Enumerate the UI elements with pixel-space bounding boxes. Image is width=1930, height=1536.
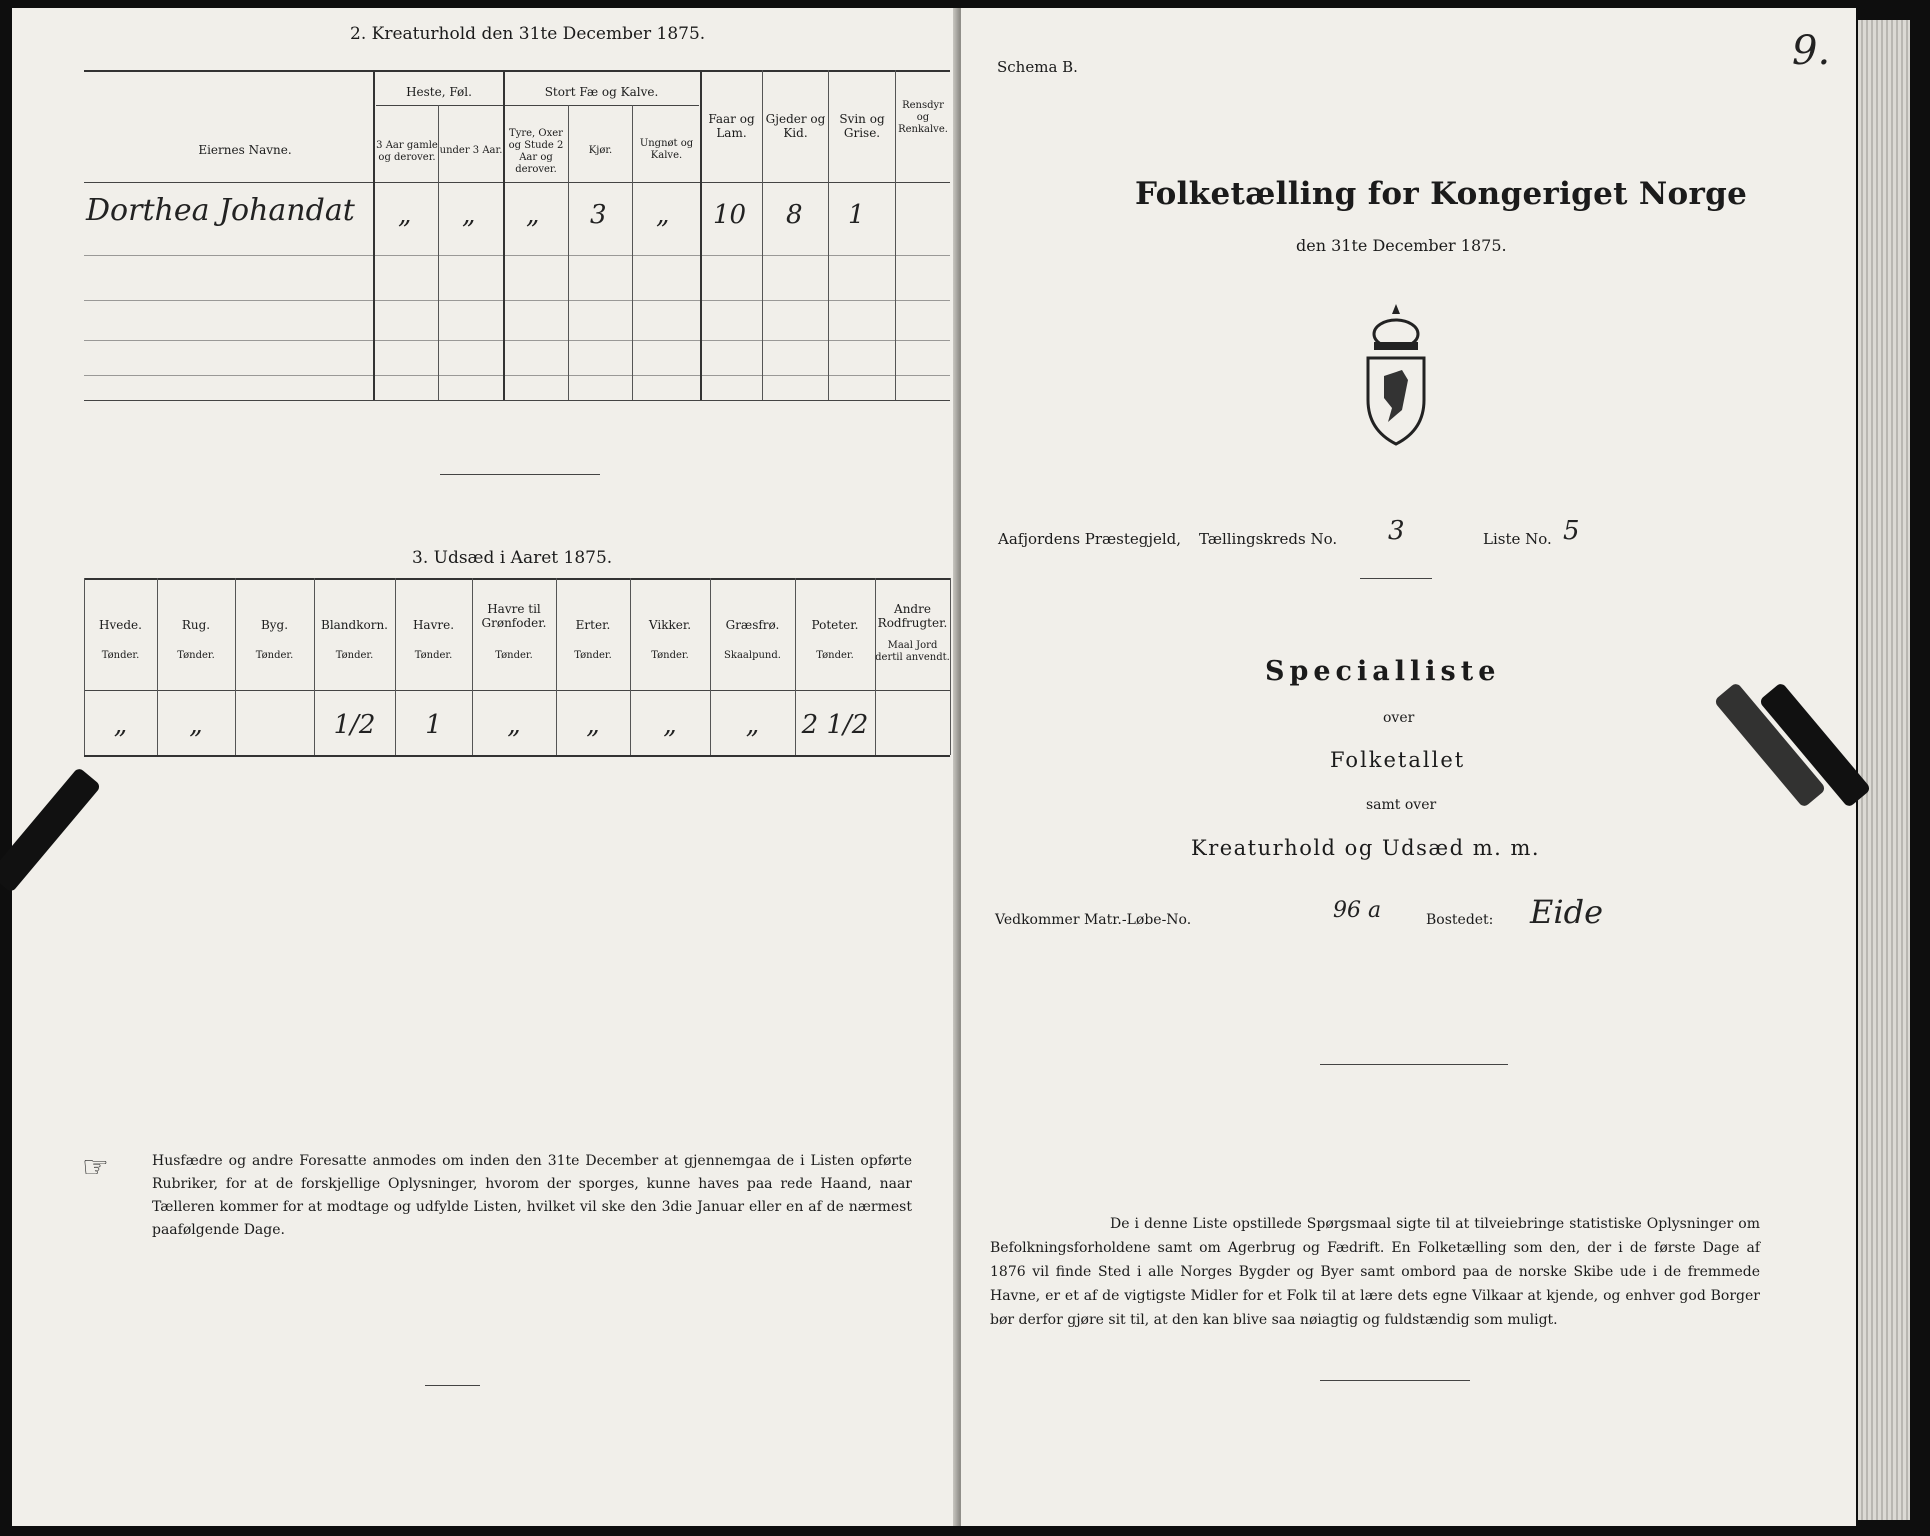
horses-young-header: under 3 Aar. [439,145,503,156]
sowing-header-name: Andre Rodfrugter. [877,602,948,630]
row-rule-4 [84,375,950,376]
sowing-value: „ [663,710,677,740]
sheep-header: Faar og Lam. [708,112,755,140]
schema-label: Schema B. [997,58,1078,76]
pointing-hand-icon: ☞ [82,1150,109,1185]
coat-of-arms-icon [1360,300,1432,450]
sowing-header-unit: Tønder. [177,650,215,661]
sowing-value: „ [586,710,600,740]
goats-value: 8 [786,200,803,230]
cows-header: Kjør. [588,145,613,156]
sowing-header-name: Poteter. [811,618,859,632]
list-label: Liste No. [1483,530,1552,548]
livestock-title: 2. Kreaturhold den 31te December 1875. [350,24,706,44]
list-value: 5 [1563,516,1580,546]
main-title: Folketælling for Kongeriget Norge [1135,176,1748,212]
sowing-value: „ [113,710,128,740]
notice-text: Husfædre og andre Foresatte anmodes om inden den 31te December at gjennemgaa de i Listen opførte Rubriker, for at de forskjellige Oplysninger, hvorom der sporges, kunne haves paa rede Haand, naar Tælleren kommer for at modtage og udfylde Listen, hvilket vil ske den 3die Januar eller en af de nærmest paafølgende Dage. [152,1153,912,1238]
row-rule-1 [84,255,950,256]
sowing-header-unit: Tønder. [101,650,140,661]
pigs-header: Svin og Grise. [839,112,885,140]
horses-old-header: 3 Aar gamle og derover. [376,140,438,163]
sowing-header-unit: Skaalpund. [724,650,781,661]
main-subtitle: den 31te December 1875. [1296,236,1507,255]
reindeer-header: Rensdyr og Renkalve. [898,100,948,135]
goats-header: Gjeder og Kid. [765,112,826,140]
sowing-header-name: Byg. [260,618,289,632]
rule-a [1360,578,1432,579]
sowing-header-name: Havre til Grønfoder. [481,602,547,630]
sowing-header-name: Græsfrø. [725,618,780,632]
sowing-header-unit: Tønder. [816,650,854,661]
sowing-value: „ [189,710,203,740]
row-rule-2 [84,300,950,301]
calves-value: „ [656,200,670,230]
sowing-header-unit: Maal Jord dertil anvendt. [875,640,950,663]
livestock-top-rule [84,70,950,72]
livestock-header-rule [84,182,950,183]
parish-label: Aafjordens Præstegjeld, [998,530,1182,548]
sowing-header-unit: Tønder. [335,650,374,661]
over-text: over [1383,710,1415,726]
cattle-header: Stort Fæ og Kalve. [544,85,659,99]
pigs-value: 1 [848,200,865,230]
kreaturhold-text: Kreaturhold og Udsæd m. m. [1191,836,1541,860]
bottom-dash [425,1385,480,1386]
sowing-value: „ [507,710,521,740]
page-edges [1858,20,1910,1520]
sowing-header-name: Erter. [575,618,611,632]
district-value: 3 [1388,516,1405,546]
sowing-value: „ [745,710,760,740]
sowing-value: 1/2 [333,710,376,740]
bulls-value: „ [526,200,540,230]
sowing-header-unit: Tønder. [255,650,294,661]
sowing-bottom-rule [84,755,950,757]
horses-old-value: „ [398,200,412,230]
livestock-bottom-rule [84,400,950,401]
row-rule-3 [84,340,950,341]
rule-c [1320,1380,1470,1381]
sowing-header-unit: Tønder. [414,650,453,661]
bulls-header: Tyre, Oxer og Stude 2 Aar og derover. [508,128,564,175]
sowing-header-name: Rug. [181,618,211,632]
page-number: 9. [1792,28,1831,74]
district-label: Tællingskreds No. [1199,530,1338,548]
special-heading: Specialliste [1265,656,1501,687]
horses-young-value: „ [462,200,476,230]
sowing-header-name: Havre. [412,618,455,632]
sowing-top-rule [84,578,950,580]
sowing-header-name: Vikker. [648,618,692,632]
owner-header: Eiernes Navne. [198,143,292,157]
sheep-value: 10 [713,200,747,230]
sowing-col-divider [235,578,236,755]
sowing-col-divider [950,578,951,755]
sowing-value: 1 [425,710,442,740]
sowing-header-rule [84,690,950,691]
sowing-header-unit: Tønder. [574,650,612,661]
bosted-value: Eide [1530,893,1604,931]
bosted-label: Bostedet: [1426,912,1494,928]
folketallet-text: Folketallet [1330,748,1466,772]
cows-value: 3 [590,200,607,230]
horses-header: Heste, Føl. [406,85,472,99]
calves-header: Ungnøt og Kalve. [639,138,694,161]
col-divider-owner [373,70,375,400]
sowing-header-unit: Tønder. [495,650,533,661]
left-page [12,8,959,1526]
sowing-header-name: Blandkorn. [321,618,388,632]
matr-value: 96 a [1333,898,1382,923]
rule-b [1320,1064,1508,1065]
cattle-sub-rule [503,105,699,106]
footer-text: De i denne Liste opstillede Spørgsmaal sigte til at tilveiebringe statistiske Oplysninger om Befolkningsforholdene samt om Agerbrug og Fædrift. En Folketælling som den, der i de første Dage af 1876 vil finde Sted i alle Norges Bygder og Byer samt ombord paa de norske Skibe ude i de fremmede Havne, er et af de vigtigste Midler for et Folk til at lære dets egne Vilkaar at kjende, og enhver god Borger bør derfor gjøre sit til, at den kan blive saa nøiagtig og fuldstændig som muligt. [990,1216,1760,1328]
sowing-header-unit: Tønder. [651,650,689,661]
matr-label: Vedkommer Matr.-Løbe-No. [995,912,1192,928]
col-divider-cattle [503,70,505,400]
owner-name: Dorthea Johandat [86,193,355,228]
sowing-title: 3. Udsæd i Aaret 1875. [412,548,613,568]
sowing-header-name: Hvede. [99,618,142,632]
sowing-value: 2 1/2 [801,710,869,740]
separator-rule [440,474,600,475]
samt-over-text: samt over [1366,797,1437,813]
